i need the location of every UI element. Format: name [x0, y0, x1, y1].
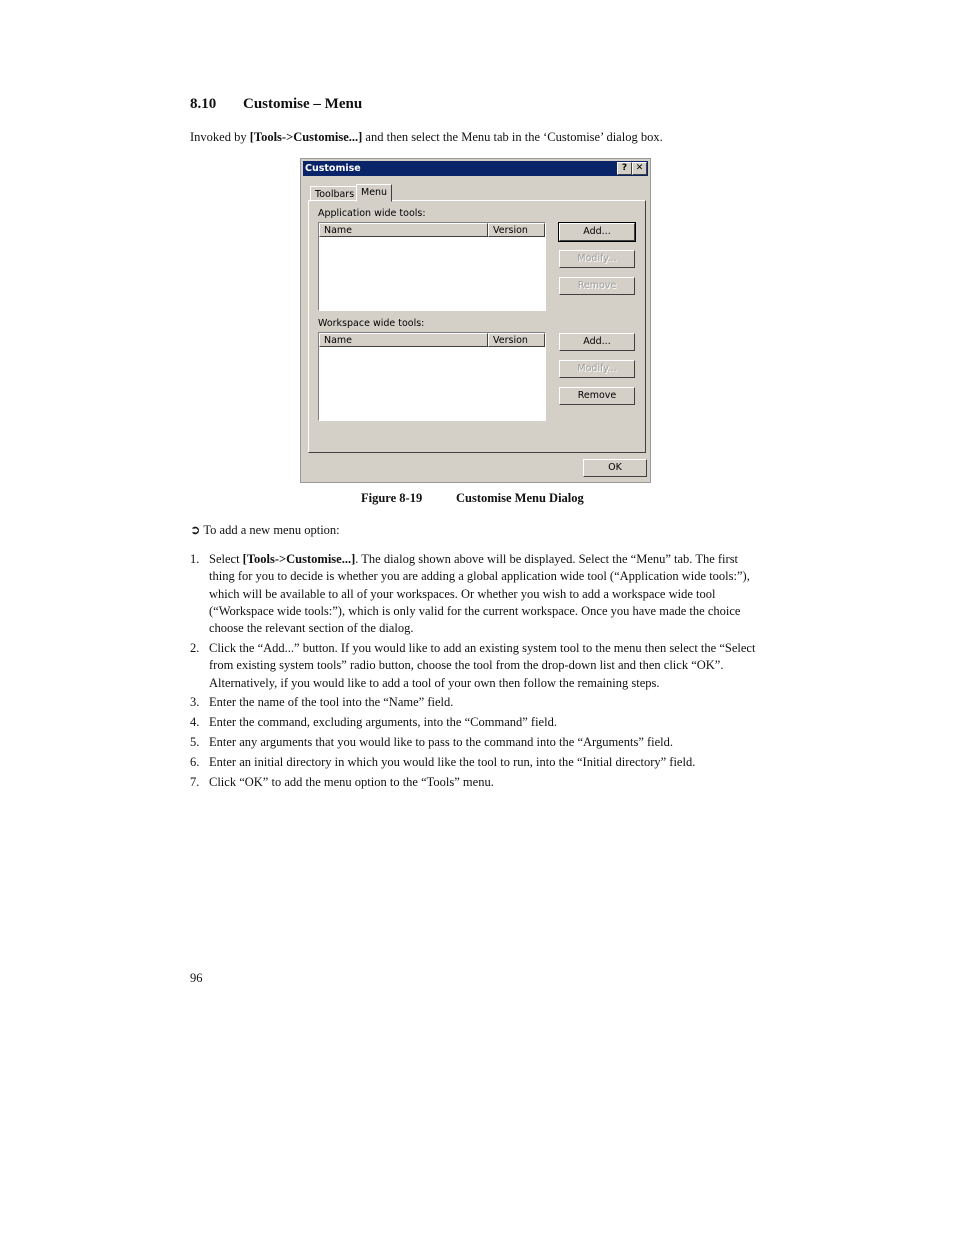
- step-text: Click the “Add...” button. If you would like to add an existing system tool to the menu then select the “Select from existing system tools” radio button, choose the tool from the drop-down list and then click “OK”. Alternatively, if you would like to add a tool of your own then follow the remaining steps.: [209, 640, 756, 690]
- intro-paragraph: [190, 130, 663, 145]
- step-text: Enter the command, excluding arguments, into the “Command” field.: [209, 715, 557, 730]
- list-item: [190, 734, 765, 751]
- ws-tools-list[interactable]: [318, 332, 546, 421]
- app-modify-button[interactable]: Modify...: [559, 250, 635, 268]
- list-item: [190, 754, 765, 771]
- list-item: [190, 551, 765, 637]
- tab-menu[interactable]: Menu: [356, 184, 392, 202]
- section-heading: [190, 96, 362, 113]
- step-text: Enter any arguments that you would like to pass to the command into the “Arguments” field.: [209, 734, 674, 749]
- step-number: 5.: [190, 734, 200, 749]
- steps-list: [190, 551, 765, 793]
- list-item: [190, 694, 765, 711]
- dialog-title: Customise: [305, 163, 361, 174]
- figure-title: Customise Menu Dialog: [456, 491, 584, 505]
- close-icon[interactable]: ✕: [632, 162, 647, 175]
- intro-before: Invoked by: [190, 130, 250, 144]
- app-add-button[interactable]: Add...: [559, 223, 635, 241]
- ok-button[interactable]: OK: [583, 459, 647, 477]
- intro-command: [Tools->Customise...]: [249, 130, 363, 144]
- step-number: 3.: [190, 695, 200, 710]
- app-col-version[interactable]: Version: [488, 223, 545, 237]
- step-number: 2.: [190, 640, 200, 655]
- ws-col-version[interactable]: Version: [488, 333, 545, 347]
- step-text: Select: [209, 552, 243, 566]
- app-tools-list[interactable]: [318, 222, 546, 311]
- list-item: [190, 774, 765, 791]
- step-text: Enter an initial directory in which you would like the tool to run, into the “Initial directory” field.: [209, 754, 696, 769]
- arrow-icon: ➲: [190, 523, 201, 537]
- step-text-after: . The dialog shown above will be displayed. Select the “Menu” tab. The first thing for you to decide is whether you are adding a global application wide tool (“Application wide tools:”), which will be available to all of your workspaces. Or whether you wish to add a workspace wide tool (“Workspace wide tools:”), which is only valid for the current workspace. Once you have made the choice choose the relevant section of the dialog.: [209, 552, 750, 636]
- customise-dialog: [300, 158, 651, 483]
- ws-wide-label: Workspace wide tools:: [318, 318, 425, 329]
- step-number: 6.: [190, 754, 200, 769]
- ws-add-button[interactable]: Add...: [559, 333, 635, 351]
- app-wide-label: Application wide tools:: [318, 208, 426, 219]
- menu-tab-panel: [308, 200, 646, 453]
- help-icon[interactable]: ?: [617, 162, 632, 175]
- app-col-name[interactable]: Name: [319, 223, 488, 237]
- app-remove-button[interactable]: Remove: [559, 277, 635, 295]
- ws-modify-button[interactable]: Modify...: [559, 360, 635, 378]
- figure-caption: [361, 491, 584, 506]
- section-number: 8.10: [190, 96, 217, 112]
- step-number: 7.: [190, 774, 200, 789]
- page-number: 96: [190, 971, 203, 985]
- ws-col-name[interactable]: Name: [319, 333, 488, 347]
- tab-toolbars[interactable]: Toolbars: [310, 186, 359, 202]
- step-number: 1.: [190, 552, 200, 566]
- bullet-line: [190, 522, 340, 538]
- step-number: 4.: [190, 715, 200, 730]
- figure-number: Figure 8-19: [361, 491, 423, 505]
- ws-remove-button[interactable]: Remove: [559, 387, 635, 405]
- dialog-titlebar: [303, 161, 648, 176]
- intro-after: and then select the Menu tab in the ‘Customise’ dialog box.: [362, 130, 663, 144]
- list-item: [190, 714, 765, 731]
- step-text: Click “OK” to add the menu option to the “Tools” menu.: [209, 774, 494, 789]
- bullet-text: To add a new menu option:: [203, 523, 340, 537]
- step-bold: [Tools->Customise...]: [242, 552, 356, 566]
- section-title: Customise – Menu: [243, 96, 363, 112]
- step-text: Enter the name of the tool into the “Name” field.: [209, 695, 454, 710]
- list-item: [190, 640, 765, 692]
